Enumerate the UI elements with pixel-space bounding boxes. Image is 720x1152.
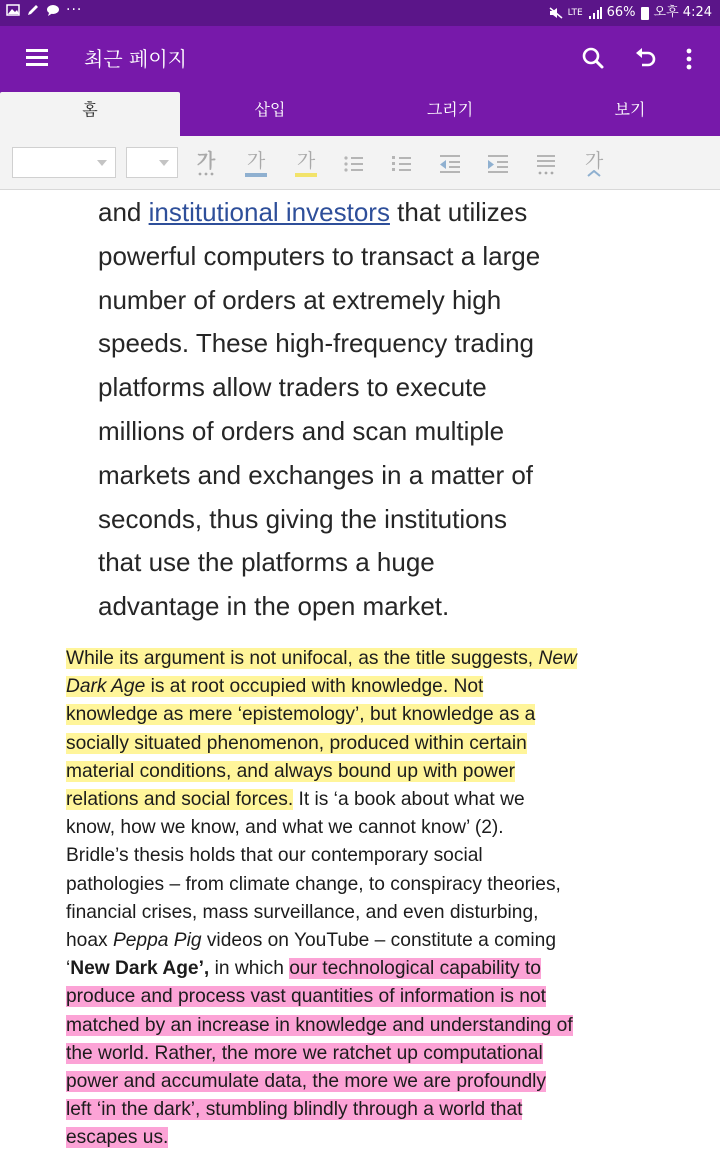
formatting-toolbar (0, 136, 720, 190)
yellow-highlight-text: is at root occupied with knowledge. Not (145, 676, 484, 698)
paragraph-line (66, 1012, 646, 1040)
paragraph-line (66, 786, 646, 814)
pink-highlight-text: the world. Rather, the more we ratchet up computational (66, 1042, 543, 1064)
indent-icon[interactable] (484, 150, 512, 178)
quote-line: number of orders at extremely high (98, 284, 502, 315)
tab-draw[interactable]: 그리기 (426, 100, 474, 119)
highlight-button[interactable] (292, 150, 320, 178)
undo-icon[interactable] (630, 44, 660, 74)
outdent-icon[interactable] (436, 150, 464, 178)
pink-highlight-text: escapes us. (66, 1127, 169, 1149)
highlight-color-bar (295, 173, 317, 177)
quote-line: speeds. These high-frequency trading (98, 328, 535, 359)
underline-icon: 가 (246, 150, 266, 172)
underline-button[interactable] (242, 150, 270, 178)
paragraph-text: in which (209, 958, 290, 980)
tab-view[interactable]: 보기 (614, 100, 646, 119)
font-size-dropdown[interactable] (126, 147, 178, 178)
clear-formatting-button[interactable] (580, 150, 608, 178)
quote-line: powerful computers to transact a large (98, 240, 541, 271)
more-notifications: ··· (66, 2, 83, 18)
yellow-highlight-text: material conditions, and always bound up with power (66, 760, 516, 782)
status-bar-right (549, 4, 712, 22)
paragraph-line (66, 1040, 646, 1068)
edit-notification-icon (26, 4, 40, 16)
paragraph-line (66, 730, 646, 758)
highlighter-icon: 가 (296, 150, 316, 172)
chat-notification-icon (46, 4, 60, 16)
paragraph-line (66, 758, 646, 786)
quote-line: seconds, thus giving the institutions (98, 503, 508, 534)
pink-highlight-text: power and accumulate data, the more we are profoundly (66, 1071, 546, 1093)
bold-button[interactable] (192, 150, 220, 178)
body-paragraph (66, 645, 646, 1152)
quote-line: markets and exchanges in a matter of (98, 459, 534, 490)
chevron-down-icon (97, 160, 107, 166)
quote-line: advantage in the open market. (98, 591, 450, 622)
paragraph-line (66, 899, 646, 927)
mute-icon (549, 7, 563, 19)
search-icon[interactable] (578, 44, 608, 74)
clear-formatting-icon: 가 (584, 150, 604, 172)
quote-text: and (98, 197, 149, 227)
paragraph-line (66, 1124, 646, 1152)
menu-icon[interactable] (24, 46, 50, 72)
paragraph-line (66, 814, 646, 842)
eraser-icon (586, 170, 602, 178)
paragraph-line (66, 842, 646, 870)
numbered-list-icon[interactable] (388, 150, 416, 178)
underline-color-bar (245, 173, 267, 177)
paragraph-text: New Dark Age’, (70, 958, 210, 980)
pink-highlight-text: produce and process vast quantities of information is not (66, 986, 546, 1008)
block-quote (98, 191, 678, 629)
page-title: 최근 페이지 (84, 47, 187, 71)
pink-highlight-text: left ‘in the dark’, stumbling blindly through a world that (66, 1099, 523, 1121)
app-bar (0, 26, 720, 92)
battery-percent: 66% (606, 5, 636, 20)
clock: 오후 4:24 (653, 5, 712, 20)
yellow-highlight-text: While its argument is not unifocal, as the title suggests, (66, 648, 539, 669)
gallery-notification-icon (6, 4, 20, 16)
quote-line (98, 191, 678, 235)
yellow-highlight-text: New (538, 648, 577, 669)
tab-insert[interactable]: 삽입 (254, 100, 286, 119)
paragraph-line (66, 1096, 646, 1124)
paragraph-line (66, 983, 646, 1011)
paragraph-line (66, 1068, 646, 1096)
battery-icon (641, 7, 649, 20)
quote-line: platforms allow traders to execute (98, 372, 487, 403)
paragraph-line (66, 927, 646, 955)
yellow-highlight-text: relations and social forces. (66, 789, 294, 811)
paragraph-text: financial crises, mass surveillance, and even disturbing, (66, 901, 539, 923)
paragraph-line (66, 871, 646, 899)
chevron-down-icon (159, 160, 169, 166)
quote-text: that utilizes (389, 197, 528, 227)
paragraph-text: hoax (66, 930, 113, 952)
more-vert-icon[interactable] (674, 44, 704, 74)
paragraph-line (66, 645, 646, 673)
yellow-highlight-text: Dark Age (66, 676, 146, 698)
paragraph-text: Peppa Pig (112, 930, 202, 952)
paragraph-text: videos on YouTube – constitute a coming (201, 930, 556, 952)
paragraph-line (66, 673, 646, 701)
hyperlink[interactable]: institutional investors (148, 197, 390, 227)
status-bar (0, 0, 720, 26)
paragraph-align-icon[interactable] (532, 150, 560, 178)
paragraph-text: ‘ (66, 958, 71, 980)
pink-highlight-text: matched by an increase in knowledge and understanding of (66, 1014, 573, 1036)
font-name-dropdown[interactable] (12, 147, 116, 178)
pink-highlight-text: our technological capability to (289, 958, 541, 980)
paragraph-text: Bridle’s thesis holds that our contemporary social (66, 845, 483, 867)
bullet-list-icon[interactable] (340, 150, 368, 178)
quote-line: that use the platforms a huge (98, 547, 435, 578)
status-bar-left (6, 4, 82, 16)
tab-home[interactable]: 홈 (0, 92, 180, 136)
yellow-highlight-text: socially situated phenomenon, produced within certain (66, 732, 527, 754)
paragraph-text: know, how we know, and what we cannot know’ (2). (66, 817, 504, 839)
paragraph-line (66, 701, 646, 729)
paragraph-text: pathologies – from climate change, to conspiracy theories, (66, 873, 561, 895)
quote-line: millions of orders and scan multiple (98, 415, 505, 446)
yellow-highlight-text: knowledge as mere ‘epistemology’, but knowledge as a (66, 704, 536, 726)
network-type: LTE (567, 8, 583, 18)
ribbon-tabs (0, 92, 720, 136)
paragraph-line (66, 955, 646, 983)
signal-icon (588, 7, 602, 19)
more-dots-icon (197, 172, 215, 176)
page-canvas[interactable] (0, 191, 720, 1152)
paragraph-text: It is ‘a book about what we (293, 789, 525, 811)
bold-icon: 가 (196, 150, 216, 172)
